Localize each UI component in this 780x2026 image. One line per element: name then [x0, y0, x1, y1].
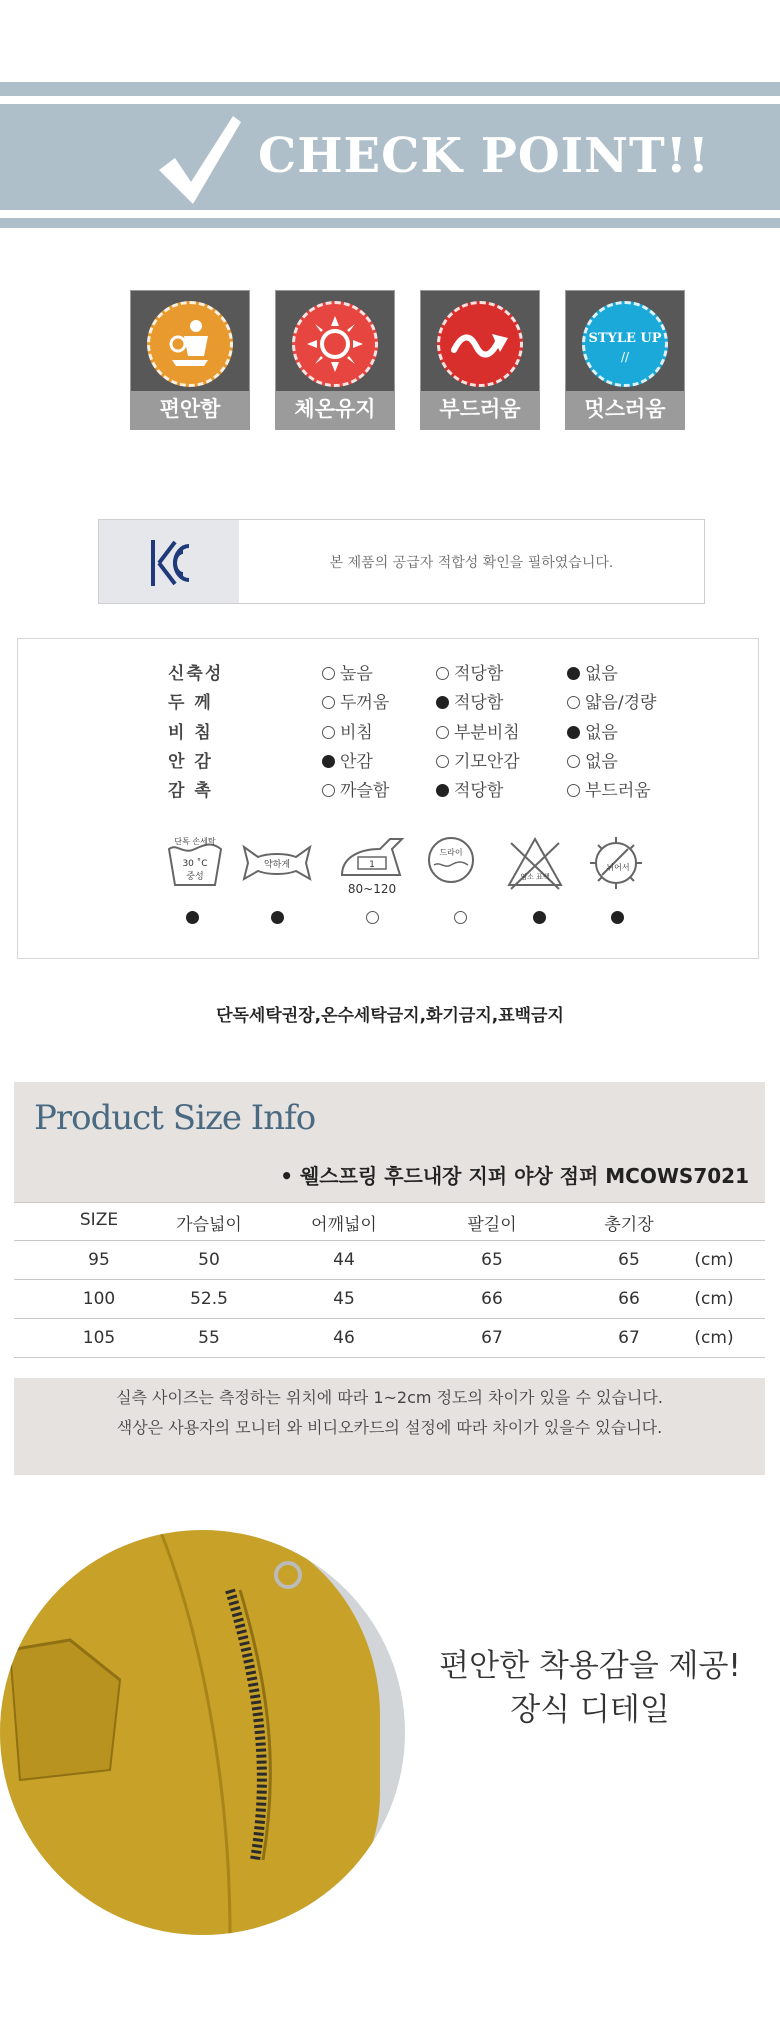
- care-text: 30 ˚C: [182, 859, 208, 869]
- kc-mark-icon: [149, 536, 193, 590]
- detail-heading-line1: 편안한 착용감을 제공!: [439, 1648, 741, 1684]
- care-text: 약하게: [263, 860, 291, 870]
- feature-label: 편안함: [159, 397, 221, 421]
- feature-label: 체온유지: [294, 397, 376, 421]
- attr-label-sheerness: 비 침: [168, 723, 213, 743]
- radio-dot: [322, 667, 335, 680]
- cell-size: 95: [88, 1250, 110, 1270]
- dry-clean-icon: [426, 835, 476, 885]
- radio-dot-selected: [436, 784, 449, 797]
- attr-label-texture: 감 촉: [168, 781, 213, 801]
- no-bleach-icon: [505, 835, 565, 891]
- column-header: 총기장: [604, 1215, 654, 1235]
- style-up-text: STYLE UP: [588, 331, 662, 346]
- size-info-panel: [14, 1082, 765, 1475]
- radio-dot-selected: [436, 696, 449, 709]
- care-text: 뉘어서: [606, 863, 630, 872]
- care-text: 1: [369, 860, 375, 870]
- radio-dot-selected: [567, 667, 580, 680]
- style-up-marks: //: [620, 350, 630, 364]
- style-up-icon: [582, 301, 668, 387]
- radio-dot-selected: [567, 726, 580, 739]
- care-unselected-dot: [366, 911, 379, 924]
- column-header: 어깨넓이: [311, 1215, 377, 1235]
- lay-flat-dry-icon: [588, 835, 644, 891]
- radio-dot: [436, 667, 449, 680]
- iron-icon: [336, 835, 408, 897]
- care-text: 중성: [186, 872, 204, 882]
- radio-dot: [322, 784, 335, 797]
- care-selected-dot: [186, 911, 199, 924]
- column-header: 가슴넓이: [176, 1215, 242, 1235]
- row-divider: [14, 1240, 765, 1241]
- care-unselected-dot: [454, 911, 467, 924]
- attr-option: 부드러움: [567, 776, 651, 801]
- attr-option: 없음: [567, 659, 618, 684]
- cell-length: 67: [618, 1328, 640, 1348]
- attr-option: 부분비침: [436, 718, 520, 743]
- kc-logo-area: [99, 520, 239, 603]
- attr-option: 높음: [322, 659, 373, 684]
- detail-heading-line2: 장식 디테일: [510, 1692, 670, 1728]
- banner-stripe-bottom: [0, 218, 780, 228]
- attr-option: 두꺼움: [322, 688, 389, 713]
- row-divider: [14, 1318, 765, 1319]
- cell-shoulder: 46: [333, 1328, 355, 1348]
- row-divider: [14, 1357, 765, 1358]
- feature-label: 멋스러움: [584, 397, 666, 421]
- cell-unit: (cm): [694, 1250, 734, 1270]
- feature-tile-style: [565, 290, 685, 430]
- weak-spin-icon: [240, 835, 314, 891]
- jacket-details: [0, 1530, 405, 1935]
- cell-chest: 50: [198, 1250, 220, 1270]
- radio-dot: [322, 726, 335, 739]
- attr-label-lining: 안 감: [168, 752, 213, 772]
- product-name: • 웰스프링 후드내장 지퍼 야상 점퍼 MCOWS7021: [280, 1164, 749, 1188]
- care-selected-dot: [611, 911, 624, 924]
- radio-dot: [436, 726, 449, 739]
- cell-unit: (cm): [694, 1289, 734, 1309]
- radio-dot: [567, 696, 580, 709]
- size-note: 실측 사이즈는 측정하는 위치에 따라 1~2cm 정도의 차이가 있을 수 있습니다.: [116, 1388, 663, 1407]
- cell-chest: 52.5: [190, 1289, 228, 1309]
- column-header: SIZE: [79, 1210, 119, 1230]
- care-note: 단독세탁권장,온수세탁금지,화기금지,표백금지: [216, 1006, 564, 1026]
- row-divider: [14, 1279, 765, 1280]
- radio-dot: [567, 784, 580, 797]
- cell-sleeve: 67: [481, 1328, 503, 1348]
- attr-option: 얇음/경량: [567, 688, 656, 713]
- row-divider: [14, 1202, 765, 1203]
- radio-dot: [436, 755, 449, 768]
- attr-option: 까슬함: [322, 776, 389, 801]
- attr-option: 안감: [322, 747, 373, 772]
- checkmark-icon: [155, 112, 245, 208]
- sun-icon: [292, 301, 378, 387]
- banner-stripe-top: [0, 82, 780, 96]
- care-text: 염소 표백: [520, 873, 550, 881]
- care-selected-dot: [533, 911, 546, 924]
- cell-length: 65: [618, 1250, 640, 1270]
- care-selected-dot: [271, 911, 284, 924]
- radio-dot-selected: [322, 755, 335, 768]
- attr-label-stretch: 신축성: [168, 664, 224, 684]
- radio-dot: [567, 755, 580, 768]
- feature-label: 부드러움: [439, 397, 521, 421]
- care-text: 단독 손세탁: [174, 837, 216, 846]
- attr-option: 적당함: [436, 688, 503, 713]
- radio-dot: [322, 696, 335, 709]
- attr-option: 없음: [567, 747, 618, 772]
- size-table: [14, 1202, 765, 1378]
- cell-size: 105: [82, 1328, 116, 1348]
- hand-wash-icon: [165, 835, 225, 891]
- banner-title: CHECK POINT!!: [258, 128, 710, 184]
- care-text: 드라이: [439, 848, 463, 857]
- attr-label-thickness: 두 께: [168, 693, 213, 713]
- attr-option: 적당함: [436, 776, 503, 801]
- cell-sleeve: 66: [481, 1289, 503, 1309]
- attr-option: 없음: [567, 718, 618, 743]
- certification-text: 본 제품의 공급자 적합성 확인을 필하였습니다.: [329, 555, 614, 571]
- certification-box: [98, 519, 705, 604]
- cell-size: 100: [82, 1289, 116, 1309]
- cell-length: 66: [618, 1289, 640, 1309]
- column-header: 팔길이: [467, 1215, 517, 1235]
- feature-tile-warmth: [275, 290, 395, 430]
- feature-tile-softness: [420, 290, 540, 430]
- color-note: 색상은 사용자의 모니터 와 비디오카드의 설정에 따라 차이가 있을수 있습니다.: [116, 1418, 663, 1437]
- feature-tile-comfort: [130, 290, 250, 430]
- attr-option: 기모안감: [436, 747, 520, 772]
- care-text: 80~120: [347, 882, 397, 896]
- comfort-person-icon: [147, 301, 233, 387]
- cell-shoulder: 44: [333, 1250, 355, 1270]
- cell-sleeve: 65: [481, 1250, 503, 1270]
- cell-unit: (cm): [694, 1328, 734, 1348]
- detail-photo: [0, 1530, 405, 1935]
- cell-chest: 55: [198, 1328, 220, 1348]
- cell-shoulder: 45: [333, 1289, 355, 1309]
- wave-arrow-icon: [437, 301, 523, 387]
- attr-option: 비침: [322, 718, 373, 743]
- attr-option: 적당함: [436, 659, 503, 684]
- size-info-title: Product Size Info: [34, 1098, 316, 1138]
